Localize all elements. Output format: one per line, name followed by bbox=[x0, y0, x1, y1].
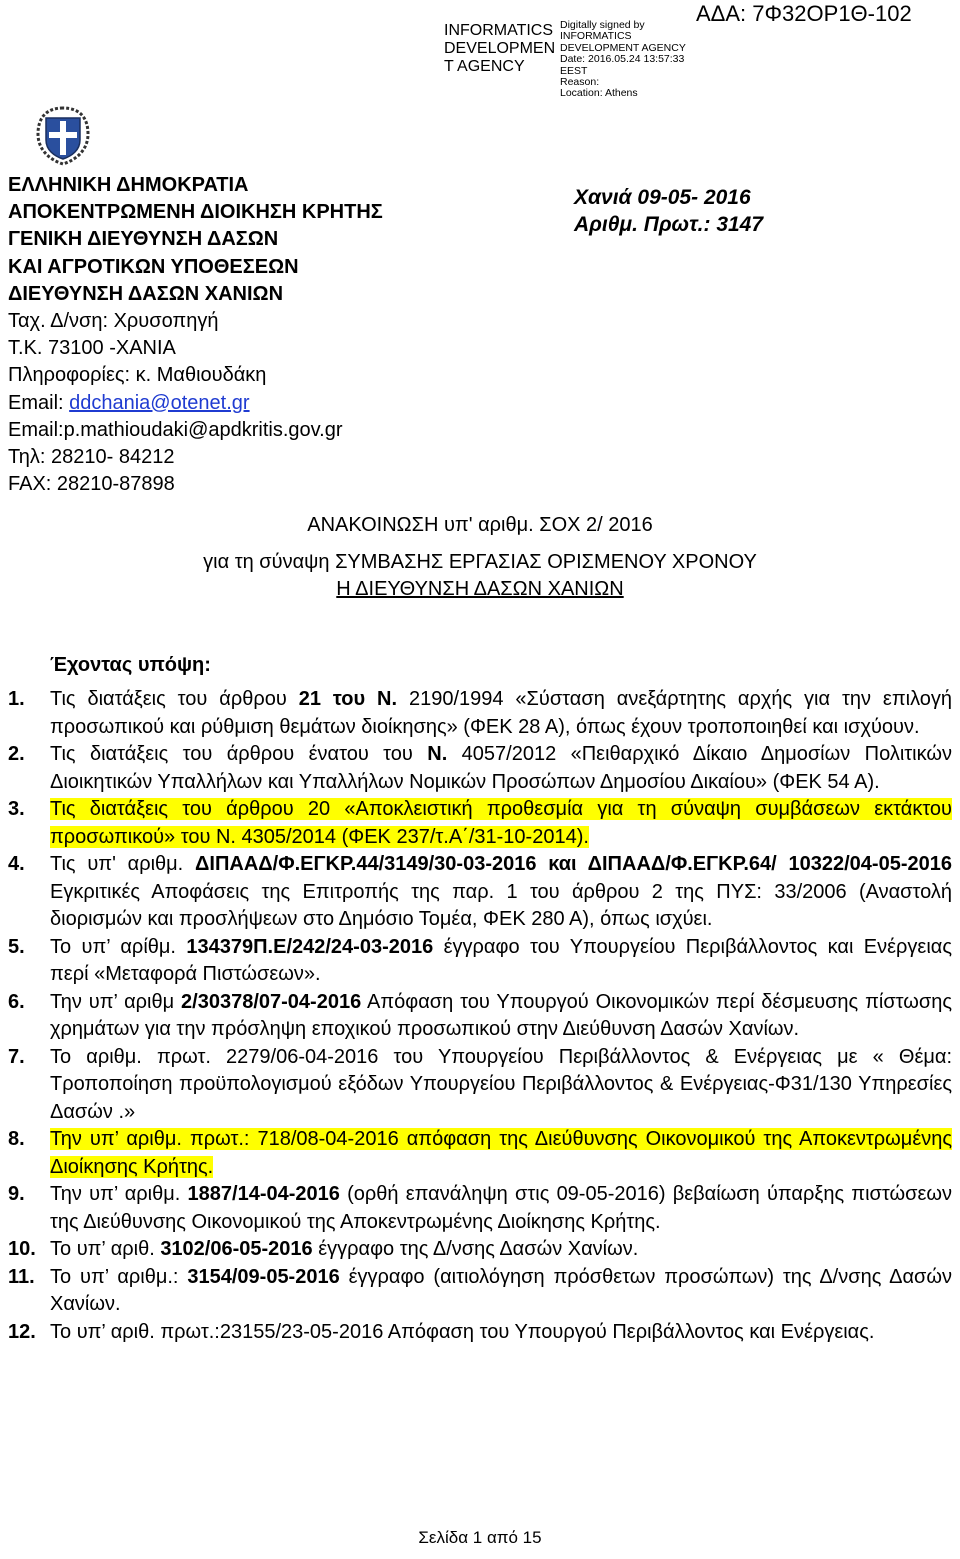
list-item-text bbox=[50, 851, 952, 934]
list-item-number: 3. bbox=[8, 798, 25, 820]
list-item-bold-ref: 3154/09-05-2016 bbox=[187, 1265, 340, 1288]
list-item bbox=[8, 1319, 952, 1347]
signature-detail-line: INFORMATICS bbox=[560, 30, 632, 43]
email-label: Email: bbox=[8, 391, 70, 414]
list-item-text-part: Την υπ’ αριθμ. πρωτ.: 718/08-04-2016 απόφαση της Διεύθυνσης Οικονομικού της Αποκεντρωμένης Διοίκησης Κρήτης. bbox=[50, 1128, 952, 1178]
place-date: Χανιά 09-05- 2016 bbox=[574, 186, 751, 209]
list-item-bold-ref: Ν. bbox=[427, 743, 448, 765]
list-item-text bbox=[50, 796, 952, 851]
list-item-number: 10. bbox=[8, 1238, 36, 1260]
list-item-text bbox=[50, 741, 952, 796]
signature-detail-line: EEST bbox=[560, 64, 588, 77]
list-item-text-part: Τις διατάξεις του άρθρου ένατου του bbox=[50, 743, 428, 765]
header-line: ΓΕΝΙΚΗ ΔΙΕΥΘΥΝΣΗ ΔΑΣΩΝ bbox=[8, 228, 279, 251]
list-item-bold-ref: 134379Π.Ε/242/24-03-2016 bbox=[186, 935, 434, 958]
header-line: ΔΙΕΥΘΥΝΣΗ ΔΑΣΩΝ ΧΑΝΙΩΝ bbox=[8, 282, 284, 305]
list-item-text-part: Τις διατάξεις του άρθρου bbox=[50, 688, 299, 710]
list-item bbox=[8, 1126, 952, 1181]
phone-line: Τηλ: 28210- 84212 bbox=[8, 446, 175, 469]
list-item-number: 12. bbox=[8, 1320, 36, 1343]
list-item-text-part: Το υπ’ αριθ. bbox=[50, 1238, 161, 1260]
email-line bbox=[8, 390, 383, 417]
list-item-text-part: Την υπ’ αριθμ bbox=[50, 990, 182, 1013]
signature-detail-line: Location: Athens bbox=[560, 87, 638, 100]
list-item-number: 5. bbox=[8, 935, 25, 958]
email-link[interactable]: ddchania@otenet.gr bbox=[69, 391, 250, 414]
header-line: ΑΠΟΚΕΝΤΡΩΜΕΝΗ ΔΙΟΙΚΗΣΗ ΚΡΗΤΗΣ bbox=[8, 201, 383, 224]
list-item-text-part: 4057/2012 «Πειθαρχικό Δίκαιο Δημοσίων Πολιτικών Διοικητικών Υπαλλήλων και Υπαλλήλων Νομικών Προσώπων Δημοσίου Δικαίου» (ΦΕΚ 54 Α). bbox=[50, 743, 952, 793]
signature-detail-line: Reason: bbox=[560, 76, 600, 89]
list-item-text-part: Το αριθμ. πρωτ. 2279/06-04-2016 του Υπουργείου Περιβάλλοντος & Ενέργειας με « Θέμα: Τροποποίηση προϋπολογισμού εξόδων Υπουργείου Περιβάλλοντος & Ενέργειας-Φ31/130 Υπηρεσίες Δασών .» bbox=[50, 1045, 952, 1123]
considerations-list bbox=[8, 686, 952, 1346]
signature-detail-line: Digitally signed by bbox=[560, 19, 645, 31]
considering-heading: Έχοντας υπόψη: bbox=[50, 654, 211, 676]
list-item-text bbox=[50, 934, 952, 989]
list-item-bold-ref: 21 του Ν. bbox=[298, 688, 398, 710]
list-item-text bbox=[50, 1044, 952, 1127]
list-item bbox=[8, 686, 952, 741]
list-item-text bbox=[50, 1264, 952, 1319]
list-item-bold-ref: 1887/14-04-2016 bbox=[187, 1183, 340, 1205]
list-item-text-part: Απόφαση του Υπουργού Οικονομικών περί δέσμευσης πίστωσης χρημάτων για την πρόσληψη εποχικού προσωπικού στην Διεύθυνση Δασών Χανίων. bbox=[50, 990, 952, 1040]
issuing-authority-header bbox=[8, 172, 383, 498]
list-item-text-part: Το υπ’ αριθ. πρωτ.:23155/23-05-2016 Απόφαση του Υπουργού Περιβάλλοντος και Ενέργειας. bbox=[50, 1320, 875, 1343]
address-line: Ταχ. Δ/νση: Χρυσοπηγή bbox=[8, 310, 219, 333]
header-line: ΕΛΛΗΝΙΚΗ ΔΗΜΟΚΡΑΤΙΑ bbox=[8, 174, 249, 196]
list-item-text-part: έγγραφο (αιτιολόγηση πρόσθετων προσώπων) της Δ/νσης Δασών Χανίων. bbox=[50, 1265, 952, 1315]
list-item-number: 6. bbox=[8, 990, 25, 1013]
date-protocol-header bbox=[574, 184, 763, 238]
list-item bbox=[8, 741, 952, 796]
list-item-text bbox=[50, 1236, 952, 1264]
list-item bbox=[8, 1236, 952, 1264]
list-item-text-part: Την υπ’ αριθμ. bbox=[50, 1183, 188, 1205]
postal-line: Τ.Κ. 73100 -ΧΑΝΙΑ bbox=[8, 337, 176, 360]
signature-detail-line: DEVELOPMENT AGENCY bbox=[560, 41, 686, 54]
list-item-text-part: (ορθή επανάληψη στις 09-05-2016) βεβαίωση ύπαρξης πιστώσεων της Διεύθυνσης Οικονομικού της Αποκεντρωμένης Διοίκησης Κρήτης. bbox=[50, 1183, 952, 1233]
list-item-text bbox=[50, 1181, 952, 1236]
list-item-text bbox=[50, 989, 952, 1044]
announcement-subtitle: για τη σύναψη ΣΥΜΒΑΣΗΣ ΕΡΓΑΣΙΑΣ ΟΡΙΣΜΕΝΟΥ ΧΡΟΝΟΥ bbox=[203, 551, 757, 573]
list-item bbox=[8, 1181, 952, 1236]
list-item-text-part: Τις υπ' αριθμ. bbox=[50, 853, 196, 875]
signature-org-line: DEVELOPMEN bbox=[444, 40, 556, 57]
signature-organization bbox=[444, 22, 555, 76]
signature-org-line: INFORMATICS bbox=[444, 22, 554, 39]
header-line: ΚΑΙ ΑΓΡΟΤΙΚΩΝ ΥΠΟΘΕΣΕΩΝ bbox=[8, 255, 299, 278]
list-item-number: 4. bbox=[8, 853, 25, 875]
info-line: Πληροφορίες: κ. Μαθιουδάκη bbox=[8, 364, 267, 387]
list-item-text bbox=[50, 1126, 952, 1181]
list-item-text bbox=[50, 1319, 952, 1347]
fax-line: FAX: 28210-87898 bbox=[8, 473, 175, 496]
email-line-2: Email:p.mathioudaki@apdkritis.gov.gr bbox=[8, 418, 343, 441]
signature-org-line: T AGENCY bbox=[444, 58, 525, 75]
list-item-number: 11. bbox=[8, 1265, 35, 1288]
page-footer: Σελίδα 1 από 15 bbox=[418, 1528, 542, 1547]
signature-details bbox=[560, 20, 686, 100]
signature-detail-line: Date: 2016.05.24 13:57:33 bbox=[560, 53, 685, 66]
list-item-text-part: Το υπ’ αριθμ.: bbox=[50, 1265, 188, 1288]
list-item-text-part: Το υπ’ αρίθμ. bbox=[50, 935, 187, 958]
list-item-bold-ref: 2/30378/07-04-2016 bbox=[181, 990, 362, 1013]
list-item bbox=[8, 934, 952, 989]
list-item-text-part: έγγραφο του Υπουργείου Περιβάλλοντος και Ενέργειας περί «Μεταφορά Πιστώσεων». bbox=[50, 935, 952, 985]
list-item-number: 1. bbox=[8, 688, 25, 710]
list-item-bold-ref: ΔΙΠΑΑΔ/Φ.ΕΓΚΡ.44/3149/30-03-2016 και ΔΙΠΑΑΔ/Φ.ΕΓΚΡ.64/ 10322/04-05-2016 bbox=[195, 853, 952, 875]
list-item-text-part: Τις διατάξεις του άρθρου 20 «Αποκλειστική προθεσμία για τη σύναψη συμβάσεων εκτάκτου προσωπικού» του Ν. 4305/2014 (ΦΕΚ 237/τ.Α΄/31-10-2014). bbox=[50, 798, 952, 848]
ada-code: ΑΔΑ: 7Φ32ΟΡ1Θ-102 bbox=[696, 1, 912, 26]
list-item-text-part: Εγκριτικές Αποφάσεις της Επιτροπής της παρ. 1 του άρθρου 2 της ΠΥΣ: 33/2006 (Αναστολή διορισμών και προσλήψεων στο Δημόσιο Τομέα, ΦΕΚ 280 Α), όπως ισχύει. bbox=[50, 880, 952, 930]
announcement-title: ΑΝΑΚΟΙΝΩΣΗ υπ' αριθμ. ΣΟΧ 2/ 2016 bbox=[307, 514, 653, 536]
list-item-bold-ref: 3102/06-05-2016 bbox=[160, 1238, 313, 1260]
list-item-text-part: 2190/1994 «Σύσταση ανεξάρτητης αρχής για την επιλογή προσωπικού και ρύθμιση θεμάτων διοίκησης» (ΦΕΚ 28 Α), όπως έχουν τροποποιηθεί και ισχύουν. bbox=[50, 688, 953, 738]
list-item-number: 2. bbox=[8, 743, 25, 765]
list-item-number: 9. bbox=[8, 1183, 25, 1205]
list-item-number: 8. bbox=[8, 1128, 25, 1150]
list-item bbox=[8, 989, 952, 1044]
list-item-number: 7. bbox=[8, 1045, 25, 1068]
greek-emblem-icon bbox=[34, 104, 92, 168]
protocol-number: Αριθμ. Πρωτ.: 3147 bbox=[574, 213, 764, 236]
list-item bbox=[8, 796, 952, 851]
list-item bbox=[8, 1044, 952, 1127]
announcement-authority: Η ΔΙΕΥΘΥΝΣΗ ΔΑΣΩΝ ΧΑΝΙΩΝ bbox=[336, 578, 624, 600]
list-item bbox=[8, 851, 952, 934]
list-item bbox=[8, 1264, 952, 1319]
list-item-text bbox=[50, 686, 952, 741]
list-item-text-part: έγγραφο της Δ/νσης Δασών Χανίων. bbox=[312, 1238, 639, 1260]
